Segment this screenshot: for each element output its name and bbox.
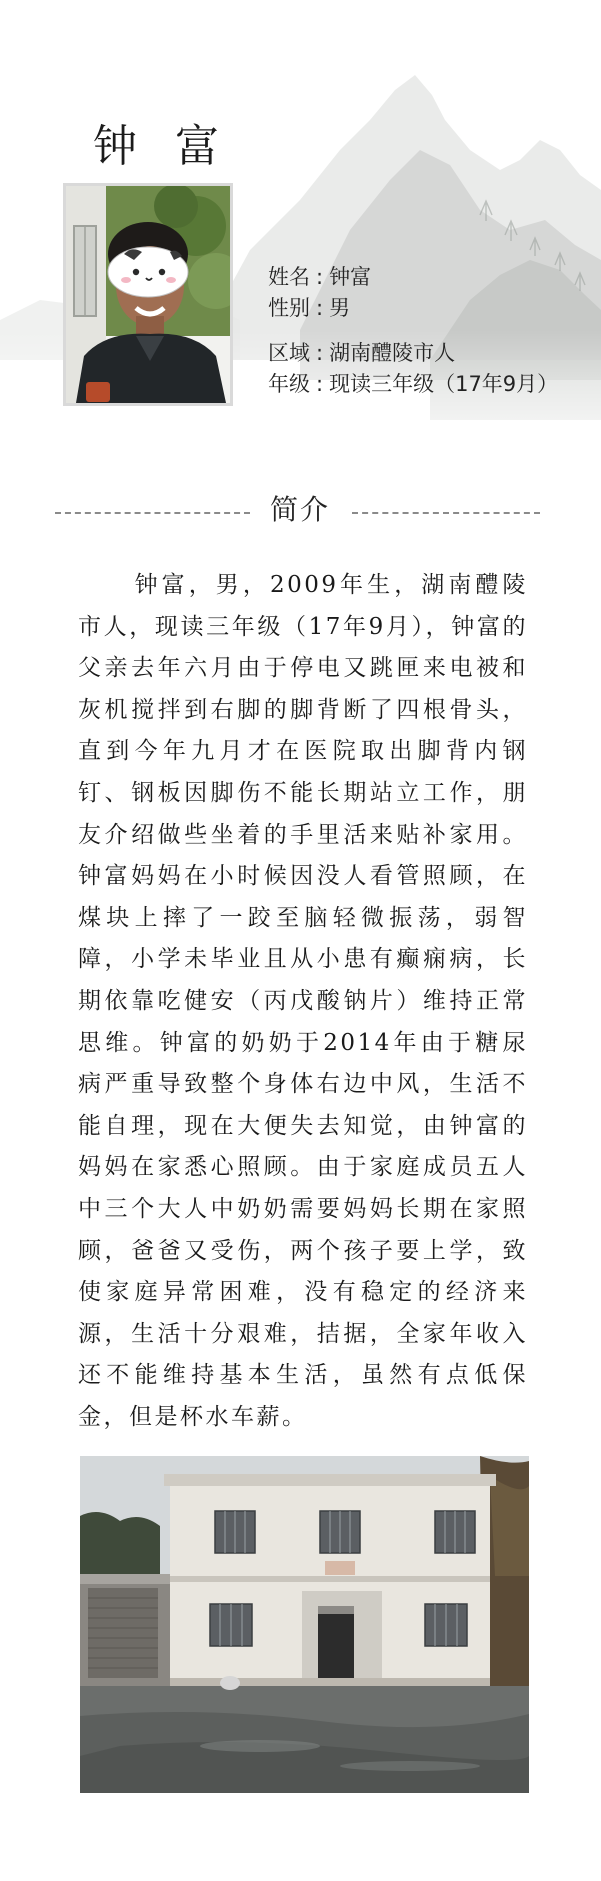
info-row-region (268, 338, 558, 369)
section-title: 简介 (270, 493, 331, 526)
info-value: 湖南醴陵市人 (329, 341, 456, 365)
info-row-name (268, 262, 558, 293)
dashed-divider-left (55, 512, 250, 514)
intro-paragraph (78, 565, 528, 1438)
info-row-gender (268, 293, 558, 324)
profile-info (268, 262, 558, 400)
info-separator: : (316, 341, 324, 365)
dashed-divider-right (352, 512, 540, 514)
page-title: 钟 富 (93, 121, 231, 172)
section-heading (0, 488, 601, 532)
info-value: 现读三年级（17年9月） (329, 372, 559, 396)
intro-text: 钟富，男，2009年生，湖南醴陵市人，现读三年级（17年9月），钟富的父亲去年六月由于停电又跳匣来电被和灰机搅拌到右脚的脚背断了四根骨头，直到今年九月才在医院取出脚背内钢钉、钢板因脚伤不能长期站立工作，朋友介绍做些坐着的手里活来贴补家用。钟富妈妈在小时候因没人看管照顾，在煤块上摔了一跤至脑轻微振荡，弱智障，小学未毕业且从小患有癫痫病，长期依靠吃健安（丙戊酸钠片）维持正常思维。钟富的奶奶于2014年由于糖尿病严重导致整个身体右边中风，生活不能自理，现在大便失去知觉，由钟富的妈妈在家悉心照顾。由于家庭成员五人中三个大人中奶奶需要妈妈长期在家照顾，爸爸又受伤，两个孩子要上学，致使家庭异常困难，没有稳定的经济来源，生活十分艰难，拮据，全家年收入还不能维持基本生活，虽然有点低保金，但是杯水车薪。 (78, 572, 528, 1430)
privacy-mask-icon (108, 247, 188, 297)
info-label: 性别 (268, 296, 310, 320)
info-label: 区域 (268, 341, 310, 365)
info-value: 男 (329, 296, 351, 320)
info-label: 年级 (268, 372, 310, 396)
info-separator: : (316, 265, 324, 289)
info-separator: : (316, 372, 324, 396)
info-label: 姓名 (268, 265, 310, 289)
info-row-grade (268, 369, 558, 400)
house-photo (80, 1456, 529, 1793)
info-separator: : (316, 296, 324, 320)
info-value: 钟富 (329, 265, 372, 289)
profile-photo (63, 183, 233, 406)
